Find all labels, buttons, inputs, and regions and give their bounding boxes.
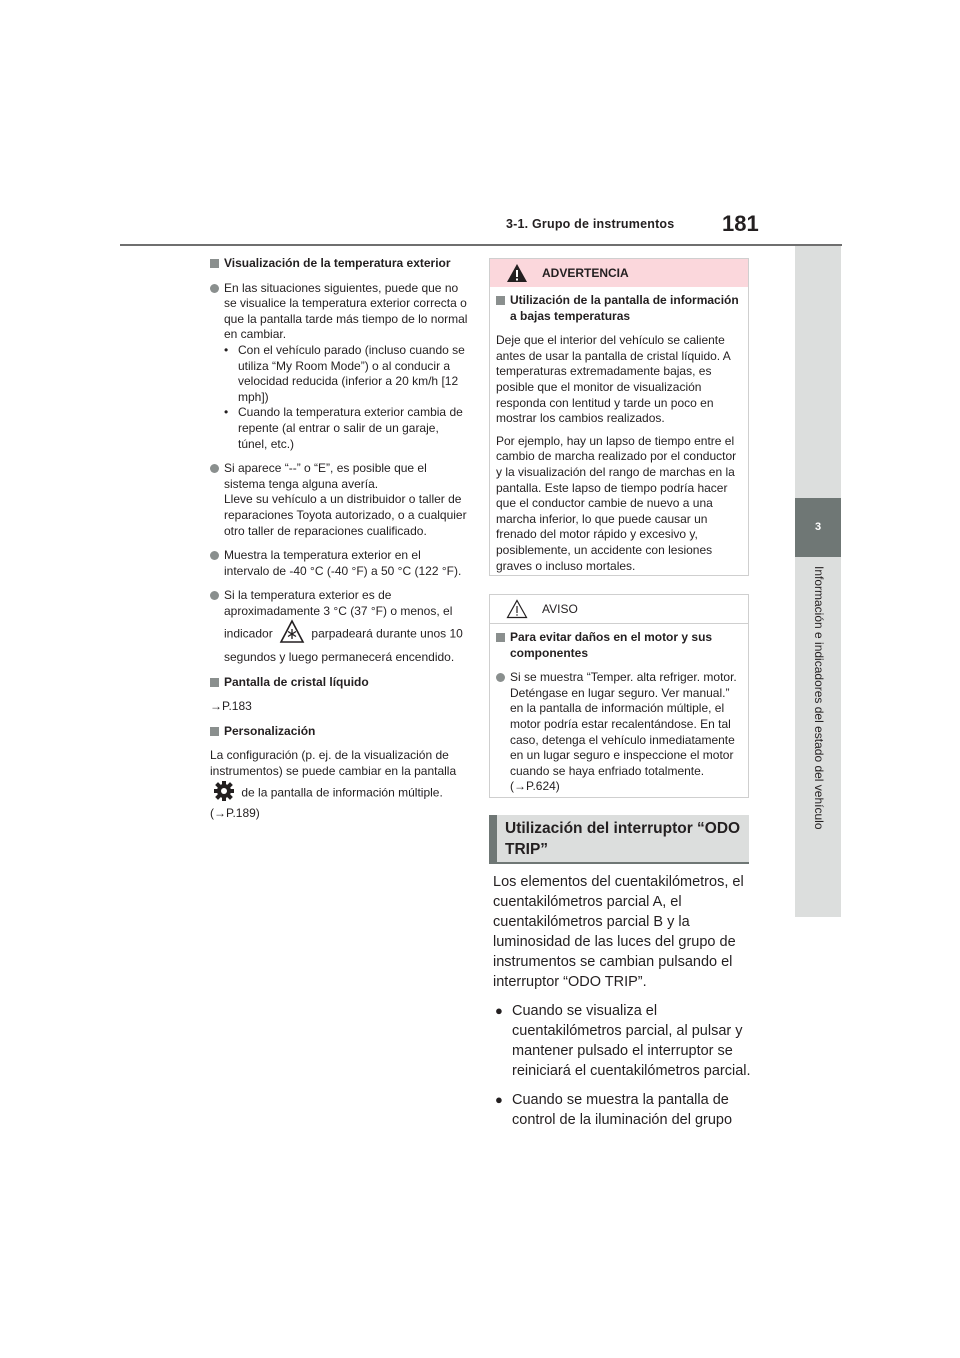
square-bullet-icon [210,678,219,687]
page-number: 181 [722,211,759,236]
notice-box [489,594,749,798]
square-bullet-icon [210,727,219,736]
side-tab-bar-top [795,246,841,498]
round-bullet-icon [210,591,219,600]
chapter-label: Información e indicadores del estado del vehículo [812,566,826,830]
list-item: ● Cuando se visualiza el cuentakilómetros parcial, al pulsar y mantener pulsado el interruptor se reiniciará el cuentakilómetros parcial. [495,1003,751,1079]
caution-triangle-icon [506,599,528,619]
list-item: En las situaciones siguientes, puede que no se visualice la temperatura exterior correcta o que la pantalla tarde más tiempo de lo normal en cambiar. • Con el vehículo parado (incluso cuando se utiliza “My Room Mode”) o al conducir a velocidad reducida (inferior a 20 km/h [12 mph]) • Cuando la temperatura exterior cambia de repente (al entrar o salir de un garaje, túnel, etc.) [210,281,468,453]
warning-triangle-icon [506,263,528,283]
section-title: 3-1. Grupo de instrumentos [506,217,675,231]
square-bullet-icon [496,633,505,642]
square-bullet-icon [496,296,505,305]
warning-heading: Utilización de la pantalla de información a bajas temperaturas [496,293,740,324]
list-item: ● Cuando se muestra la pantalla de control de la iluminación del grupo [495,1092,733,1128]
sub-list-item: • Cuando la temperatura exterior cambia de repente (al entrar o salir de un garaje, túnel, etc.) [224,405,463,451]
round-bullet-icon [496,673,505,682]
chapter-number: 3 [814,521,822,533]
section-heading: Utilización del interruptor “ODO TRIP” [489,815,749,864]
body-paragraph: Los elementos del cuentakilómetros, el cuentakilómetros parcial A, el cuentakilómetros parcial B y la luminosidad de las luces del grupo de instrumentos se cambian pulsando el interruptor “ODO TRIP”. [493,874,744,990]
right-column-body [493,872,751,1139]
round-bullet-icon [210,464,219,473]
left-column: Visualización de la temperatura exterior En las situaciones siguientes, puede que no se visualice la temperatura exterior correcta o que la pantalla tarde más tiempo de lo normal en cambiar. • Con el vehículo parado (incluso cuando se utiliza “My Room Mode”) o al conducir a velocidad reducida (inferior a 20 km/h [12 mph]) • Cuando la temperatura exterior cambia de repente (al entrar o salir de un garaje, túnel, etc.) Si aparece “--” o “E”, es posible que el sistema tenga alguna avería. Lleve su vehículo a un distribuidor o taller de reparaciones Toyota autorizado, o a cualquier otro taller de reparaciones cualificado. Muestra la temperatura exterior en el intervalo de -40 °C (-40 °F) a 50 °C (122 °F). Si la temperatura exterior es de aproximadamente 3 °C (37 °F) o menos, el indicador parpadeará durante unos 10 segundos y luego permanecerá encendido. Pantalla de cristal líquido →P.183 Personalización La configuración (p. ej. de la visualización de instrumentos) se puede cambiar en la pantalla de la pantalla de información múltiple. (→P.189) [210,256,468,821]
notice-header: AVISO [490,595,748,624]
list-item: Si aparece “--” o “E”, es posible que el sistema tenga alguna avería. Lleve su vehículo a un distribuidor o taller de reparaciones Toyota autorizado, o a cualquier otro taller de reparaciones cualificado. [210,461,468,539]
warning-header: ADVERTENCIA [490,259,748,287]
warning-paragraph: Por ejemplo, hay un lapso de tiempo entre el cambio de marcha realizado por el conductor y la visualización del rango de marchas en la pantalla. Este lapso de tiempo podría hacer que el conductor cambie de nuevo a una marcha inferior, lo que puede causar un frenado del motor rápido y excesivo y, posiblemente, un accidente con lesiones graves o incluso mortales. [496,433,737,573]
list-item: Si la temperatura exterior es de aproximadamente 3 °C (37 °F) o menos, el indicador parpadeará durante unos 10 segundos y luego permanecerá encendido. [210,588,468,665]
ice-warning-icon [279,619,305,650]
heading-customization: Personalización [210,724,468,740]
page-reference: →P.183 [210,699,252,714]
list-item: Muestra la temperatura exterior en el intervalo de -40 °C (-40 °F) a 50 °C (122 °F). [210,548,468,579]
heading-outside-temp: Visualización de la temperatura exterior [210,256,468,272]
warning-paragraph: Deje que el interior del vehículo se caliente antes de usar la pantalla de cristal líquido. A temperaturas extremadamente bajas, es posible que el monitor de visualización responda con lentitud y tarde un poco en mostrar los cambios realizados. [496,333,731,426]
sub-list-item: • Con el vehículo parado (incluso cuando se utiliza “My Room Mode”) o al conducir a velocidad reducida (inferior a 20 km/h [12 mph]) [224,342,465,404]
gear-icon [213,780,235,807]
chapter-tab [795,498,841,557]
list-item: Si se muestra “Temper. alta refriger. motor. Deténgase en lugar seguro. Ver manual.” en la pantalla de información múltiple, el motor podría estar recalentándose. En tal caso, detenga el vehículo inmediatamente en un lugar seguro e inspeccione el motor cuando se haya enfriado totalmente. (→P.624) [496,670,740,795]
warning-box [489,258,749,576]
round-bullet-icon [210,284,219,293]
square-bullet-icon [210,259,219,268]
header-divider [120,244,842,246]
notice-heading: Para evitar daños en el motor y sus componentes [496,630,740,661]
round-bullet-icon [210,551,219,560]
heading-lcd: Pantalla de cristal líquido [210,675,468,691]
